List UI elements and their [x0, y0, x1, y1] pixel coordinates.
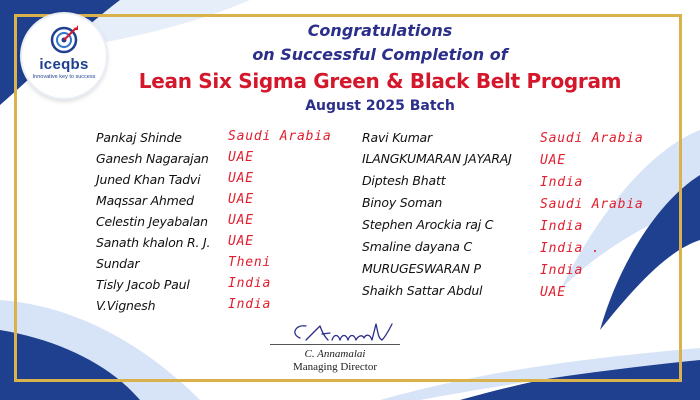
participant-name: Diptesh Bhatt — [362, 173, 446, 188]
participant-location: UAE — [228, 192, 254, 207]
participant-name: Maqssar Ahmed — [96, 193, 194, 208]
logo-tagline: Innovative key to success — [32, 74, 96, 80]
participant-name: Tisly Jacob Paul — [96, 277, 190, 292]
participant-name: Sanath khalon R. J. — [96, 235, 211, 250]
participant-location: Saudi Arabia — [540, 197, 644, 212]
participant-name: Juned Khan Tadvi — [96, 172, 201, 187]
dart-target-icon — [49, 24, 79, 54]
signatory-name: C. Annamalai — [304, 348, 366, 360]
participant-location: UAE — [228, 171, 254, 186]
participant-name: ILANGKUMARAN JAYARAJ — [362, 151, 512, 166]
participant-location: UAE — [228, 234, 254, 249]
participant-location: UAE — [228, 213, 254, 228]
participant-name: Shaikh Sattar Abdul — [362, 283, 483, 298]
participant-name: Ganesh Nagarajan — [96, 151, 209, 166]
participant-name: Smaline dayana C — [362, 239, 473, 254]
participant-name: MURUGESWARAN P — [362, 261, 481, 276]
participant-location: India — [228, 276, 272, 291]
participant-name: Sundar — [96, 256, 140, 271]
congratulations-heading: Congratulations — [307, 21, 453, 40]
logo-name: iceqbs — [39, 56, 89, 73]
batch-label: August 2025 Batch — [305, 98, 455, 114]
participant-location: India — [540, 175, 584, 190]
participant-location: India . — [540, 241, 601, 256]
participant-location: UAE — [540, 153, 566, 168]
participant-location: India — [228, 297, 272, 312]
participant-location: UAE — [540, 285, 566, 300]
participant-name: Celestin Jeyabalan — [96, 214, 208, 229]
participant-location: Saudi Arabia — [228, 129, 332, 144]
participant-location: India — [540, 263, 584, 278]
participant-name: Pankaj Shinde — [96, 130, 182, 145]
program-title: Lean Six Sigma Green & Black Belt Program — [138, 69, 622, 93]
participant-name: V.Vignesh — [96, 298, 156, 313]
company-logo — [22, 14, 106, 98]
signature-line — [270, 344, 400, 345]
participant-location: Saudi Arabia — [540, 131, 644, 146]
participant-location: UAE — [228, 150, 254, 165]
completion-subheading: on Successful Completion of — [252, 45, 508, 64]
signatory-title: Managing Director — [293, 361, 377, 373]
participant-location: Theni — [228, 255, 272, 270]
participant-name: Ravi Kumar — [362, 130, 432, 145]
participant-name: Stephen Arockia raj C — [362, 217, 494, 232]
participant-name: Binoy Soman — [362, 195, 443, 210]
participant-location: India — [540, 219, 584, 234]
